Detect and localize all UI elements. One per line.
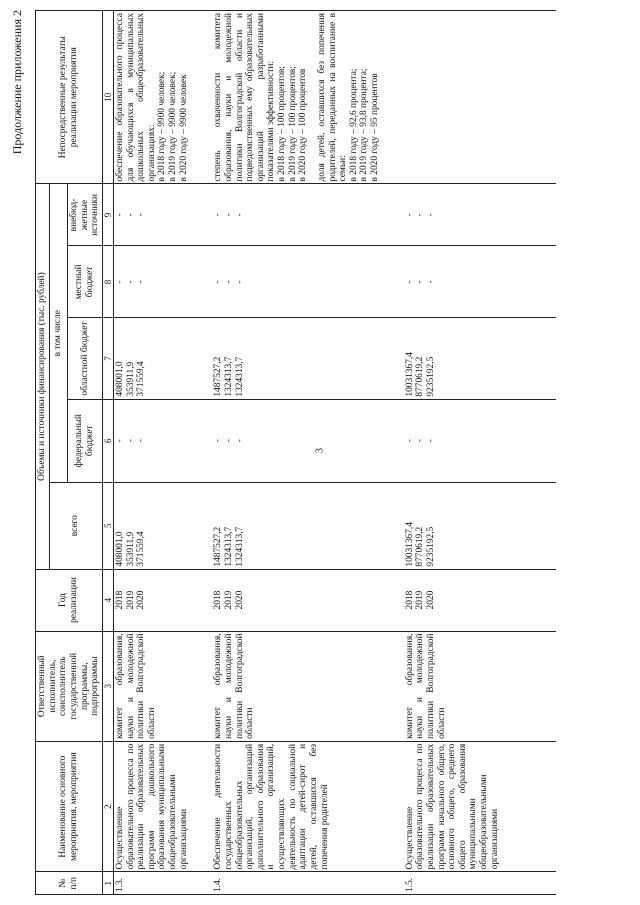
years: 2018 2019 2020 — [113, 569, 212, 631]
row-number: 1.5. — [404, 872, 556, 895]
local-values: - - - — [404, 246, 556, 318]
col-number: 8 — [102, 246, 113, 318]
continuation-heading: Продолжение приложения 2 — [10, 10, 24, 155]
federal-values: - - - — [113, 399, 212, 482]
result-text — [404, 11, 556, 185]
table-row — [404, 11, 556, 895]
header-local: местный бюджет — [67, 246, 102, 318]
offbudget-values: - - - — [113, 184, 212, 246]
regional-values: 1487527,2 1324313,7 1324313,7 — [212, 318, 403, 399]
col-number: 6 — [102, 399, 113, 482]
header-executor: Ответственный исполнитель, соисполнитель государственной программы, подпрограммы — [36, 631, 103, 741]
activity-name: Осуществление образовательного процесса по реализации образовательных программ дошкольного образования муниципальными общеобразовательными организациями — [113, 741, 212, 872]
header-name: Наименование основного мероприятия, мероприятия — [36, 741, 103, 872]
col-number: 1 — [102, 872, 113, 895]
offbudget-values: - - - — [212, 184, 403, 246]
row-number: 1.3. — [113, 872, 212, 895]
header-total: всего — [49, 482, 102, 569]
col-number: 5 — [102, 482, 113, 569]
executor: комитет образования, науки и молодежной политики Волгоградской области — [212, 631, 403, 741]
total-values: 1487527,2 1324313,7 1324313,7 — [212, 482, 403, 569]
col-number: 4 — [102, 569, 113, 631]
result-text: степень охваченности комитета образования, науки и молодежной политики Волгоградской области и подведомственных ему образовательных организаций разработанными показателями эффективности: в 2018 году – 100 процентов; в 2019 году – 100 процентов; в 2020 году – 100 процентов доля детей, оставшихся без попечения родителей, переданных на воспитание в семьи: в 2018 году – 92,6 процента; в 2019 году – 93,8 процента; в 2020 году – 95 процентов — [212, 11, 403, 185]
header-result: Непосредственные результаты реализации мероприятия — [36, 11, 103, 185]
col-number: 10 — [102, 11, 113, 185]
federal-values: - - - — [212, 399, 403, 482]
col-number: 2 — [102, 741, 113, 872]
header-funding: Объемы и источники финансирования (тыс. рублей) — [36, 184, 50, 569]
row-number: 1.4. — [212, 872, 403, 895]
executor: комитет образования, науки и молодежной политики Волгоградской области — [113, 631, 212, 741]
local-values: - - - — [113, 246, 212, 318]
offbudget-values: - - - — [404, 184, 556, 246]
header-offbudget: внебюд-жетные источники — [67, 184, 102, 246]
executor: комитет образования, науки и молодежной политики Волгоградской области — [404, 631, 556, 741]
result-text: обеспечение образовательного процесса для обучающихся в муниципальных дошкольных общеобразовательных организациях: в 2018 году – 9900 человек; в 2019 году – 9900 человек; в 2020 году – 9900 человек — [113, 11, 212, 185]
header-federal: федеральный бюджет — [67, 399, 102, 482]
total-values: 408001,0 353911,9 371559,4 — [113, 482, 212, 569]
regional-values: 408001,0 353911,9 371559,4 — [113, 318, 212, 399]
activity-name: Осуществление образовательного процесса по реализации образовательных программ начального общего, основного общего, среднего общего образования муниципальными общеобразовательными организациями — [404, 741, 556, 872]
table-row — [212, 11, 403, 895]
years: 2018 2019 2020 — [404, 569, 556, 631]
activity-name: Обеспечение деятельности государственных общеобразовательных организаций, организаций дополнительного образования и организаций, осуществляющих деятельность по социальной адаптации детей-сирот и детей, оставшихся без попечения родителей — [212, 741, 403, 872]
col-number: 3 — [102, 631, 113, 741]
header-year: Год реализации — [36, 569, 103, 631]
total-values: 10031367,4 8770619,2 9235192,5 — [404, 482, 556, 569]
local-values: - - - — [212, 246, 403, 318]
years: 2018 2019 2020 — [212, 569, 403, 631]
col-number: 9 — [102, 184, 113, 246]
header-including: в том числе — [49, 184, 67, 482]
page-number: 3 — [314, 448, 326, 453]
header-regional: областной бюджет — [67, 318, 102, 399]
table-row — [113, 11, 212, 895]
regional-values: 10031367,4 8770619,2 9235192,5 — [404, 318, 556, 399]
federal-values: - - - — [404, 399, 556, 482]
funding-table — [35, 10, 556, 895]
header-num: № п/п — [36, 872, 103, 895]
col-number: 7 — [102, 318, 113, 399]
